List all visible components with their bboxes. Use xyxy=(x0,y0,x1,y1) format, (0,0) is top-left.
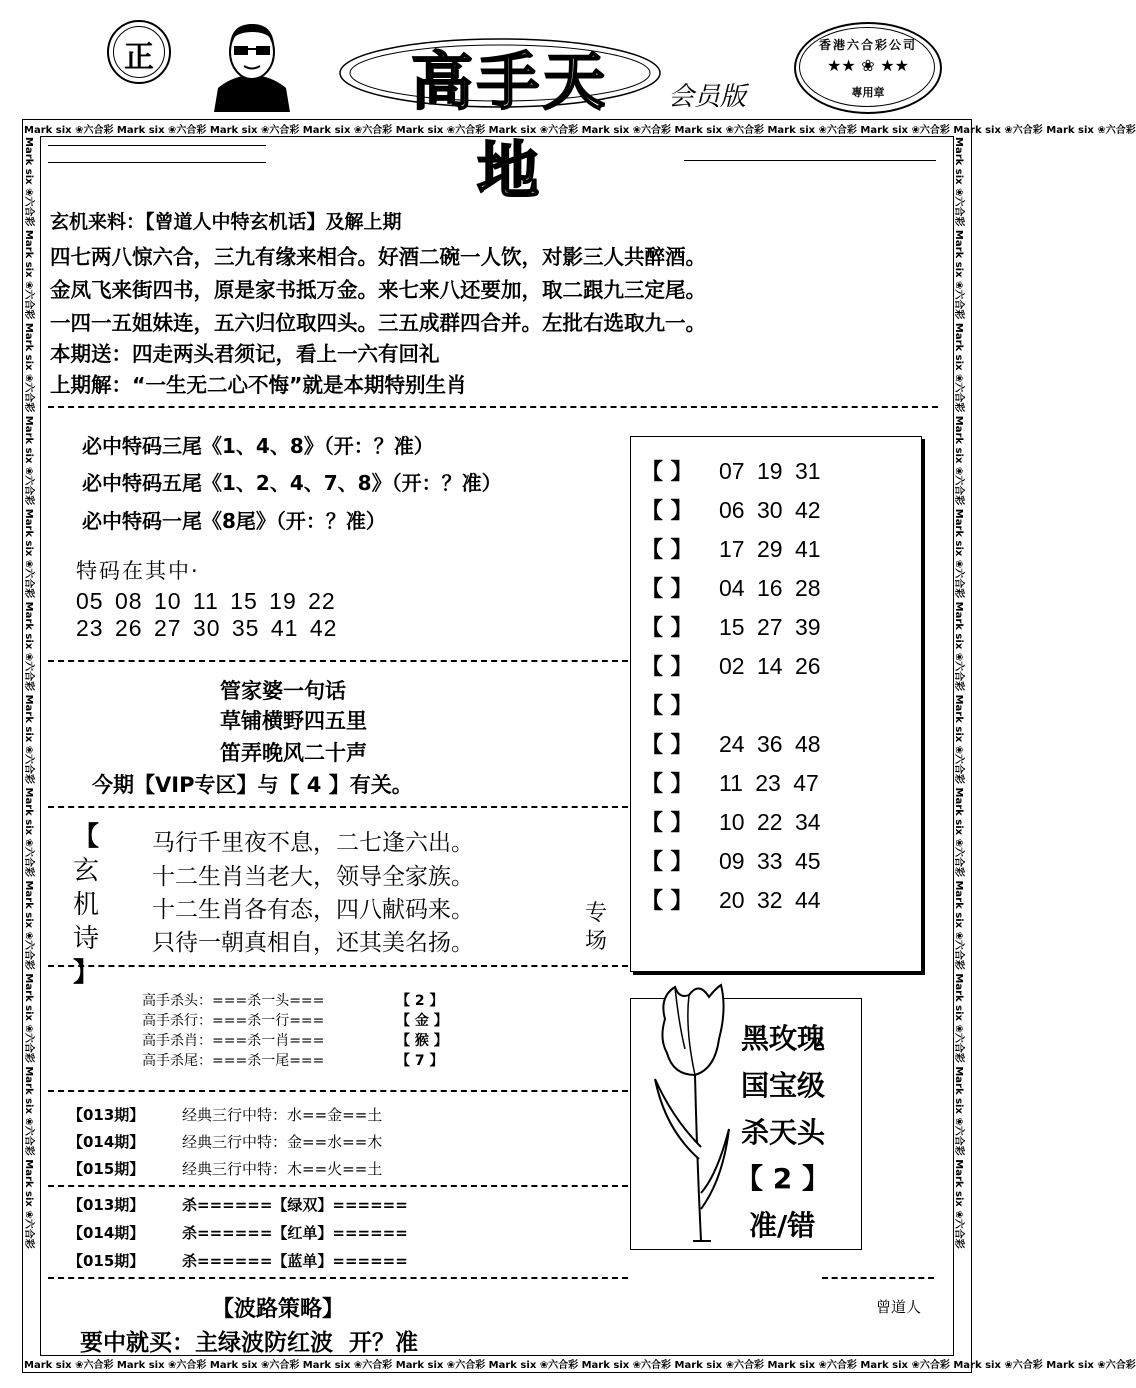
xuanji-label: 玄机来料： xyxy=(50,211,146,233)
kill-value: 【 2 】 xyxy=(396,993,444,1009)
zodiac-bracket: 【 】 xyxy=(641,460,693,485)
divider xyxy=(48,965,628,967)
te-ma-row: 23 26 27 30 35 41 42 xyxy=(76,615,338,641)
zodiac-bracket: 【 】 xyxy=(641,733,693,758)
tulip-image xyxy=(645,979,735,1247)
zodiac-row xyxy=(641,728,911,758)
zodiac-row xyxy=(641,494,911,524)
poem-line: 十二生肖当老大，领导全家族。 xyxy=(152,864,474,890)
tail-line: 必中特码一尾《8尾》（开：？准） xyxy=(82,509,386,533)
zodiac-row xyxy=(641,455,911,485)
kill-label: 高手杀头：===杀一头=== xyxy=(142,993,325,1009)
bose-text: 杀======【蓝单】====== xyxy=(182,1252,408,1270)
poem-label: 【 玄 机 诗 】 xyxy=(72,822,99,988)
bose-period: 【013期】 xyxy=(68,1196,145,1214)
bose-text: 杀======【红单】====== xyxy=(182,1224,408,1242)
rose-result: 准/错 xyxy=(749,1209,816,1242)
page-title: 高手天地 xyxy=(410,45,609,207)
poem-line: 只待一朝真相自，还其美名扬。 xyxy=(152,930,474,956)
poem-line: 十二生肖各有态，四八献码来。 xyxy=(152,897,474,923)
ben-qi-text: 本期送：四走两头君须记，看上一六有回礼 xyxy=(50,342,440,366)
zodiac-bracket: 【 】 xyxy=(641,850,693,875)
border-strip-right xyxy=(954,137,968,1355)
zodiac-row xyxy=(641,806,911,836)
zheng-char: 正 xyxy=(124,40,154,75)
zodiac-numbers: 17 29 41 xyxy=(719,536,821,562)
bolu-title: 【波路策略】 xyxy=(212,1297,345,1322)
seal-top-text: 香港六合彩公司 xyxy=(818,38,917,52)
divider xyxy=(684,160,936,161)
bose-period: 【014期】 xyxy=(68,1224,145,1242)
divider xyxy=(822,1277,934,1279)
xuanji-line: 一四一五姐妹连，五六归位取四头。三五成群四合并。左批右选取九一。 xyxy=(50,311,706,335)
border-strip-text: Mark six ❀六合彩 Mark six ❀六合彩 Mark six ❀六合彩 Mark six ❀六合彩 Mark six ❀六合彩 Mark six ❀六合彩 Mark six ❀六合彩 Mark six ❀六合彩 Mark six ❀六合彩 Mark six ❀六合彩 Mark six ❀六合彩 Mark six ❀六合彩 xyxy=(23,137,34,1249)
border-strip-top: Mark six ❀六合彩 Mark six ❀六合彩 Mark six ❀六合彩 Mark six ❀六合彩 Mark six ❀六合彩 Mark six ❀六合彩 Mark six ❀六合彩 Mark six ❀六合彩 Mark six ❀六合彩 Mark six ❀六合彩 Mark six ❀六合彩 Mark six ❀六合彩 xyxy=(24,125,1136,136)
zodiac-numbers: 11 23 47 xyxy=(719,770,819,796)
zodiac-bracket: 【 】 xyxy=(641,538,693,563)
xuanji-line: 四七两八惊六合，三九有缘来相合。好酒二碗一人饮，对影三人共醉酒。 xyxy=(50,245,706,269)
zodiac-row xyxy=(641,572,911,602)
zodiac-row xyxy=(641,845,911,875)
zodiac-bracket: 【 】 xyxy=(641,616,693,641)
zodiac-row xyxy=(641,767,911,797)
divider xyxy=(48,162,266,163)
sanxing-period: 【013期】 xyxy=(68,1106,145,1124)
zodiac-bracket: 【 】 xyxy=(641,811,693,836)
zodiac-row xyxy=(641,650,911,680)
divider xyxy=(48,1185,628,1187)
zodiac-numbers: 20 32 44 xyxy=(719,887,821,913)
zodiac-numbers: 10 22 34 xyxy=(719,809,821,835)
zodiac-bracket: 【 】 xyxy=(641,655,693,680)
rose-line: 国宝级 xyxy=(741,1069,826,1102)
zodiac-row xyxy=(641,689,911,719)
tail-line: 必中特码三尾《1、4、8》（开：？准） xyxy=(82,434,434,458)
author-name: 曾道人 xyxy=(876,1298,922,1316)
divider xyxy=(48,1277,628,1279)
kill-value: 【 猴 】 xyxy=(396,1033,448,1049)
page-subtitle: 会员版 xyxy=(668,82,747,112)
xuanji-source: 【曾道人中特玄机话】及解上期 xyxy=(145,211,402,233)
sanxing-text: 经典三行中特：木==火==土 xyxy=(182,1160,383,1178)
guanjia-line: 草铺横野四五里 xyxy=(220,709,367,733)
seal-stars: ★★ ❀ ★★ xyxy=(827,56,909,75)
seal-bottom-text: 專用章 xyxy=(851,86,885,99)
zodiac-bracket: 【 】 xyxy=(641,772,693,797)
vip-line: 今期【VIP专区】与【 4 】有关。 xyxy=(92,773,413,797)
bose-text: 杀======【绿双】====== xyxy=(182,1196,408,1214)
zodiac-bracket: 【 】 xyxy=(641,577,693,602)
rose-kill-value: 【 2 】 xyxy=(735,1162,830,1195)
bose-period: 【015期】 xyxy=(68,1252,145,1270)
sanxing-text: 经典三行中特：水==金==土 xyxy=(182,1106,383,1124)
guanjia-line: 笛弄晚风二十声 xyxy=(220,741,367,765)
zodiac-numbers: 02 14 26 xyxy=(719,653,821,679)
zodiac-bracket: 【 】 xyxy=(641,694,693,719)
zodiac-numbers: 09 33 45 xyxy=(719,848,821,874)
divider xyxy=(48,406,938,408)
zodiac-row xyxy=(641,611,911,641)
zodiac-row xyxy=(641,884,911,914)
divider xyxy=(48,145,266,146)
sanxing-period: 【015期】 xyxy=(68,1160,145,1178)
sanxing-period: 【014期】 xyxy=(68,1133,145,1151)
border-strip-bottom: Mark six ❀六合彩 Mark six ❀六合彩 Mark six ❀六合彩 Mark six ❀六合彩 Mark six ❀六合彩 Mark six ❀六合彩 Mark six ❀六合彩 Mark six ❀六合彩 Mark six ❀六合彩 Mark six ❀六合彩 Mark six ❀六合彩 Mark six ❀六合彩 xyxy=(24,1360,1136,1371)
kill-label: 高手杀行：===杀一行=== xyxy=(142,1013,325,1029)
zodiac-number-box xyxy=(630,436,922,972)
kill-label: 高手杀肖：===杀一肖=== xyxy=(142,1033,325,1049)
company-seal xyxy=(794,22,942,114)
shang-qi-text: 上期解：“一生无二心不悔”就是本期特别生肖 xyxy=(50,373,467,397)
xuanji-line: 金凤飞来街四书，原是家书抵万金。来七来八还要加，取二跟九三定尾。 xyxy=(50,278,706,302)
divider xyxy=(48,660,628,662)
portrait-image xyxy=(210,18,294,112)
te-ma-label: 特码在其中· xyxy=(76,559,200,583)
zodiac-row xyxy=(641,533,911,563)
divider xyxy=(48,806,628,808)
guanjia-title: 管家婆一句话 xyxy=(220,679,346,703)
zodiac-numbers: 06 30 42 xyxy=(719,497,821,523)
rose-line: 杀天头 xyxy=(741,1116,826,1149)
divider xyxy=(48,1090,628,1092)
zodiac-bracket: 【 】 xyxy=(641,499,693,524)
zodiac-numbers: 15 27 39 xyxy=(719,614,821,640)
zhuanchang-label: 专 场 xyxy=(585,901,608,954)
kill-value: 【 金 】 xyxy=(396,1013,448,1029)
zodiac-bracket: 【 】 xyxy=(641,889,693,914)
kill-value: 【 7 】 xyxy=(396,1053,444,1069)
sanxing-text: 经典三行中特：金==水==木 xyxy=(182,1133,383,1151)
te-ma-row: 05 08 10 11 15 19 22 xyxy=(76,588,336,614)
zodiac-numbers: 04 16 28 xyxy=(719,575,821,601)
border-strip-text: Mark six ❀六合彩 Mark six ❀六合彩 Mark six ❀六合彩 Mark six ❀六合彩 Mark six ❀六合彩 Mark six ❀六合彩 Mark six ❀六合彩 Mark six ❀六合彩 Mark six ❀六合彩 Mark six ❀六合彩 Mark six ❀六合彩 Mark six ❀六合彩 xyxy=(953,137,964,1249)
zodiac-numbers: 07 19 31 xyxy=(719,458,821,484)
rose-line: 黑玫瑰 xyxy=(741,1022,826,1055)
kill-label: 高手杀尾：===杀一尾=== xyxy=(142,1053,325,1069)
poem-line: 马行千里夜不息，二七逢六出。 xyxy=(152,830,474,856)
bolu-line: 要中就买：主绿波防红波 开？准 xyxy=(80,1330,419,1356)
xuanji-header xyxy=(50,207,402,234)
black-rose-box xyxy=(630,998,862,1250)
border-strip-left xyxy=(24,137,38,1355)
zheng-badge xyxy=(107,20,171,84)
tail-line: 必中特码五尾《1、2、4、7、8》（开：？准） xyxy=(82,471,502,495)
zodiac-numbers: 24 36 48 xyxy=(719,731,821,757)
